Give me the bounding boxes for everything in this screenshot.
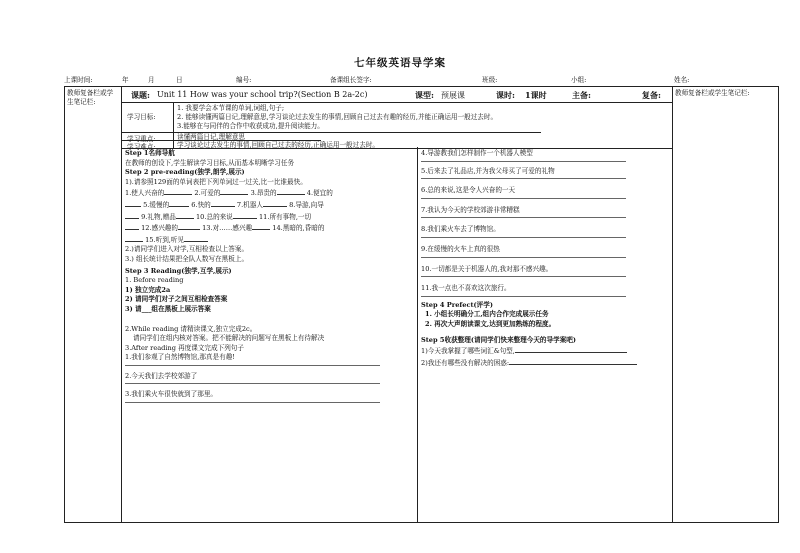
difficulties-text: 学习谈论过去发生的事情,回顾自己过去的经历,正确运用一般过去时。 <box>177 141 380 149</box>
hours-label: 课时: <box>496 90 515 100</box>
vocab-item: 10.总的来说 <box>195 212 233 221</box>
worksheet-table <box>64 86 779 523</box>
hours-value: 1课时 <box>525 90 547 100</box>
step2-check: 2.)请同学们进入对学,互相检查以上答案。 <box>125 245 249 254</box>
answer-line[interactable] <box>421 178 626 179</box>
while-reading-2: 请同学们在组内核对答案。把不能解决的问题写在黑板上有待解决 <box>133 334 325 343</box>
step5-2-text: 2)我还有哪些没有解决的困惑: <box>421 358 510 367</box>
number-label: 编号: <box>236 76 252 84</box>
answer-line[interactable] <box>421 276 626 277</box>
answer-line[interactable] <box>421 257 626 258</box>
review-label: 复备: <box>642 90 661 100</box>
sentence-7: 7.我认为今天的学校郊游非常糟糕 <box>421 205 520 214</box>
month-label: 月 <box>148 76 155 84</box>
vocab-item: 6.快的 <box>191 200 211 209</box>
step4-heading: Step 4 Prefect(评学) <box>421 300 493 309</box>
step5-1 <box>421 345 669 357</box>
obj-divider <box>173 103 174 133</box>
before-reading-1: 1) 独立完成2a <box>125 285 171 294</box>
day-label: 日 <box>176 76 183 84</box>
left-sidebar-divider <box>121 87 122 522</box>
vocab-item: 3.昂贵的 <box>250 189 277 198</box>
vocab-line-3 <box>125 211 415 223</box>
sentence-4: 4.导游教我们怎样制作一个机器人模型 <box>421 149 533 157</box>
key-points-label: 学习重点: <box>127 135 156 143</box>
vocab-item: 12.感兴趣的 <box>141 224 178 233</box>
year-label: 年 <box>122 76 129 84</box>
sentence-3: 3.我们乘火车很快就到了那里。 <box>125 390 218 399</box>
vocab-line-4 <box>125 222 415 234</box>
sentence-5: 5.后来去了礼品店,并为我父母买了可爱的礼物 <box>421 166 555 175</box>
step4-1: 1. 小组长明确分工,组内合作完成展示任务 <box>425 310 549 319</box>
vocab-item: 2.可爱的 <box>194 189 221 198</box>
type-value: 预展课 <box>441 91 465 100</box>
topic-value: Unit 11 How was your school trip?(Section B 2a-2c) <box>157 90 368 99</box>
vocab-item: 7.机器人 <box>236 200 263 209</box>
class-label: 班级: <box>482 76 498 84</box>
row-line <box>121 102 672 103</box>
vocab-item: 11.所有事物,一切 <box>258 212 312 221</box>
vocab-item: 13.对……感兴趣 <box>202 224 253 233</box>
right-notes-label: 教师复备栏或学生笔记栏: <box>675 89 750 97</box>
step5-2 <box>421 357 669 369</box>
column-divider <box>417 147 418 522</box>
vocab-item: 15.听到,听见 <box>145 235 185 244</box>
sentence-9: 9.在缓慢的火车上真的很热 <box>421 244 500 253</box>
key-points-text: 读懂两篇日记,理解意思 <box>177 133 246 141</box>
vocab-line-5 <box>125 234 415 246</box>
sentence-6: 6.总的来说,这是令人兴奋的一天 <box>421 186 516 195</box>
step2-heading: Step 2 pre-reading(独学,朗学,展示) <box>125 168 245 177</box>
vocab-item: 4.便宜的 <box>306 189 333 198</box>
header-info <box>64 74 779 84</box>
objective-3: 3.能够在与同伴的合作中收获成功,提升阅读能力。 <box>177 122 324 130</box>
vocab-line-2 <box>125 199 415 211</box>
step4-2: 2. 再次大声朗读课文,达到更加熟练的程度。 <box>425 319 556 328</box>
before-reading-3: 3) 请___组在黑板上展示答案 <box>125 304 211 313</box>
answer-line[interactable] <box>421 198 626 199</box>
right-column <box>421 149 669 368</box>
topic-label: 课题: <box>131 90 150 100</box>
answer-line[interactable] <box>125 402 380 403</box>
step2-intro: 1).请参照129面的单词表把下列单词过一过关,比一比谁最快。 <box>125 177 307 186</box>
lesson-info-row <box>131 88 671 101</box>
vocab-item: 1.使人兴奋的 <box>125 189 165 198</box>
vocab-item: 8.导游,向导 <box>289 200 324 209</box>
difficulties-label: 学习难点: <box>127 143 156 151</box>
vocab-line-1 <box>125 187 415 199</box>
after-reading: 3.After reading 再度课文完成下列句子 <box>125 343 244 352</box>
answer-line[interactable] <box>421 161 626 162</box>
objective-2: 2. 能够读懂两篇日记,理解意思,学习谈论过去发生的事情,回顾自己过去有趣的经历,并能正确运用一般过去时。 <box>177 113 498 121</box>
answer-line[interactable] <box>125 383 380 384</box>
page-title: 七年级英语导学案 <box>354 57 446 69</box>
name-label: 姓名: <box>674 76 690 84</box>
before-reading: 1. Before reading <box>125 276 184 285</box>
step5-1-text: 1)今天我掌握了哪些词汇&句型, <box>421 347 515 356</box>
sentence-1: 1.我们参观了自然博物馆,那真是有趣! <box>125 353 235 362</box>
sentence-2: 2.今天我们去学校郊游了 <box>125 371 198 380</box>
step2-count: 3.) 组长统计结果把全队人数写在黑板上。 <box>125 254 249 263</box>
left-column <box>125 149 415 409</box>
type-label: 课型: <box>415 90 434 100</box>
group-label: 小组: <box>571 76 587 84</box>
vocab-item: 5.缓慢的 <box>143 200 170 209</box>
answer-line[interactable] <box>125 365 380 366</box>
vocab-item: 14.黑暗的,昏暗的 <box>272 224 325 233</box>
step3-heading: Step 3 Reading(独学,互学,展示) <box>125 266 232 275</box>
vocab-item: 9.礼物,赠品 <box>141 212 176 221</box>
objective-1: 1. 我要学会本节课的单词,词组,句子; <box>177 104 285 112</box>
while-reading: 2.While reading 请精读课文,独立完成2c。 <box>125 324 257 333</box>
objectives-label: 学习目标: <box>127 113 156 121</box>
sentence-10: 10.一切都是关于机器人的,我对那不感兴趣。 <box>421 264 553 273</box>
right-sidebar-divider <box>672 87 673 522</box>
step5-heading: Step 5收获整理(请同学们快来整理今天的导学案吧) <box>421 335 577 344</box>
signature-label: 备课组长签字: <box>330 76 372 84</box>
step1-heading: Step 1名师导航 <box>125 149 175 157</box>
sentence-11: 11.我一点也不喜欢这次旅行。 <box>421 284 511 293</box>
class-time-label: 上课时间: <box>64 76 93 84</box>
before-reading-2: 2) 请同学们对子之间互相检查答案 <box>125 295 228 304</box>
answer-line[interactable] <box>421 217 626 218</box>
sentence-8: 8.我们乘火车去了博物馆。 <box>421 225 500 234</box>
left-notes-label: 教师复备栏或学生笔记栏: <box>67 89 114 106</box>
step1-text: 在教师的创设下,学生解读学习目标,从而基本明晰学习任务 <box>125 158 295 167</box>
answer-line[interactable] <box>421 237 626 238</box>
presenter-label: 主备: <box>572 90 591 100</box>
answer-line[interactable] <box>421 296 626 297</box>
